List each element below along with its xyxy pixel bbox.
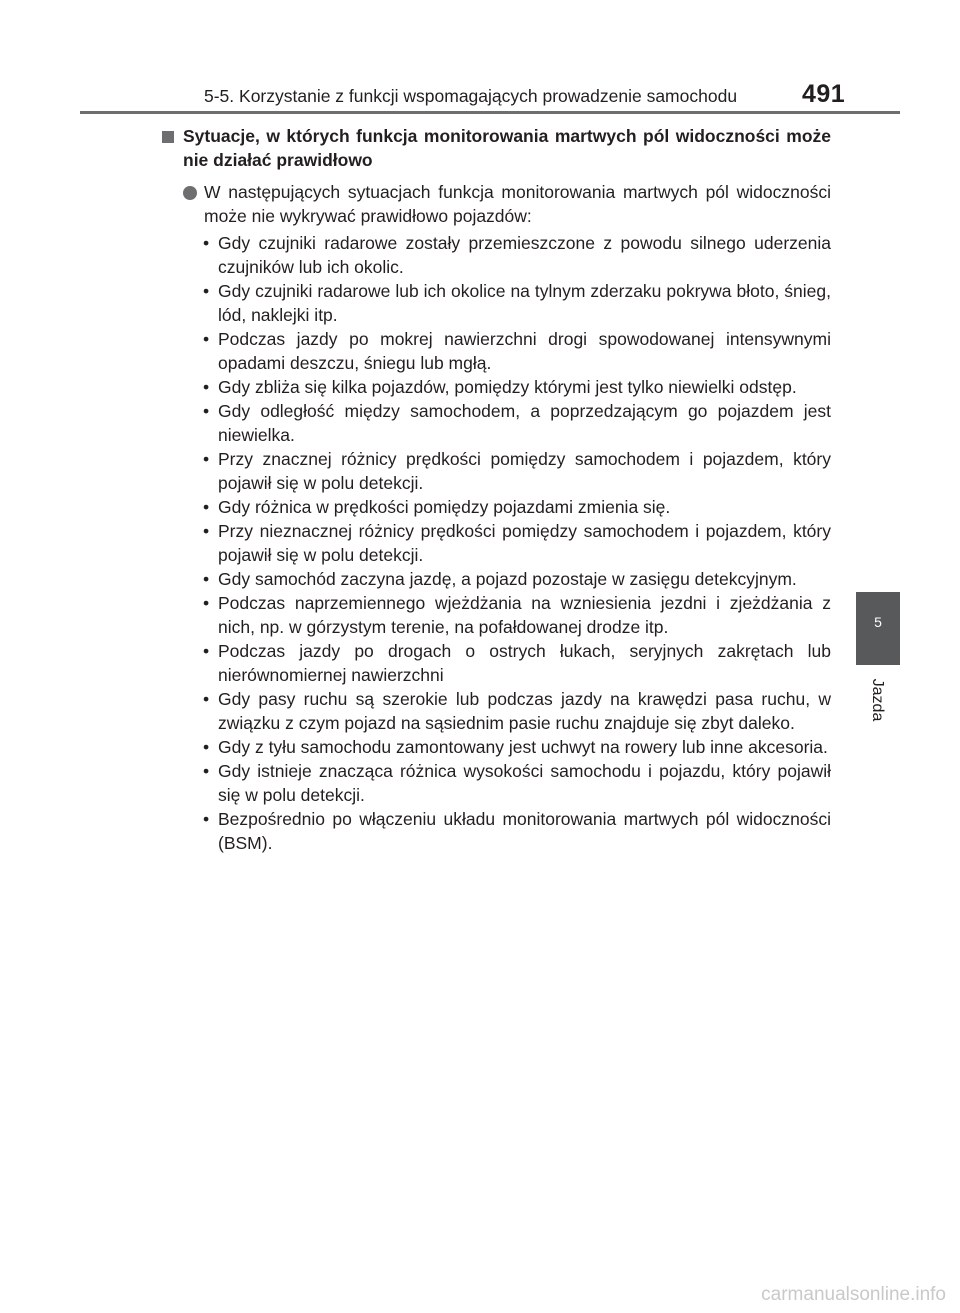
list-item: • Gdy pasy ruchu są szerokie lub podczas jazdy na krawędzi pasa ruchu, w związku z czym pojazd na sąsiednim pasie ruchu znajduje się zbyt daleko. — [202, 687, 831, 735]
list-item: • Bezpośrednio po włączeniu układu monitorowania martwych pól widoczności (BSM). — [202, 807, 831, 855]
section-heading: Sytuacje, w których funkcja monitorowania martwych pól widoczności może nie działać prawidłowo — [183, 126, 831, 170]
list-item: • Gdy istnieje znacząca różnica wysokości samochodu i pojazdu, który pojawił się w polu detekcji. — [202, 759, 831, 807]
list-item: • Gdy zbliża się kilka pojazdów, pomiędzy którymi jest tylko niewielki odstęp. — [202, 375, 831, 399]
section-square-bullet-icon — [162, 131, 174, 143]
list-item: • Podczas naprzemiennego wjeżdżania na wzniesienia jezdni i zjeżdżania z nich, np. w górzystym terenie, na pofałdowanej drodze itp. — [202, 591, 831, 639]
list-item: • Podczas jazdy po drogach o ostrych łukach, seryjnych zakrętach lub nierównomiernej nawierzchni — [202, 639, 831, 687]
list-item: • Gdy czujniki radarowe lub ich okolice na tylnym zderzaku pokrywa błoto, śnieg, lód, naklejki itp. — [202, 279, 831, 327]
list-item: • Gdy samochód zaczyna jazdę, a pojazd pozostaje w zasięgu detekcyjnym. — [202, 567, 831, 591]
watermark: carmanualsonline.info — [761, 1284, 946, 1305]
list-item: • Gdy różnica w prędkości pomiędzy pojazdami zmienia się. — [202, 495, 831, 519]
running-header-title: 5-5. Korzystanie z funkcji wspomagających prowadzenie samochodu — [204, 86, 738, 106]
chapter-number: 5 — [874, 614, 882, 630]
chapter-tab — [856, 592, 900, 665]
list-item: • Przy nieznacznej różnicy prędkości pomiędzy samochodem i pojazdem, który pojawił się w polu detekcji. — [202, 519, 831, 567]
item-intro-text: W następujących sytuacjach funkcja monitorowania martwych pól widoczności może nie wykrywać prawidłowo pojazdów: — [204, 182, 831, 226]
list-item: • Gdy czujniki radarowe zostały przemieszczone z powodu silnego uderzenia czujników lub ich okolic. — [202, 231, 831, 279]
list-item: • Przy znacznej różnicy prędkości pomiędzy samochodem i pojazdem, który pojawił się w polu detekcji. — [202, 447, 831, 495]
page-number: 491 — [802, 80, 846, 108]
circle-bullet-icon — [183, 186, 197, 200]
conditions-list — [202, 231, 831, 855]
header-divider — [80, 111, 900, 114]
chapter-label-text: Jazda — [869, 678, 886, 722]
list-item: • Gdy odległość między samochodem, a poprzedzającym go pojazdem jest niewielka. — [202, 399, 831, 447]
list-item: • Gdy z tyłu samochodu zamontowany jest uchwyt na rowery lub inne akcesoria. — [202, 735, 831, 759]
chapter-label — [866, 670, 888, 730]
list-item: • Podczas jazdy po mokrej nawierzchni drogi spowodowanej intensywnymi opadami deszczu, śniegu lub mgłą. — [202, 327, 831, 375]
